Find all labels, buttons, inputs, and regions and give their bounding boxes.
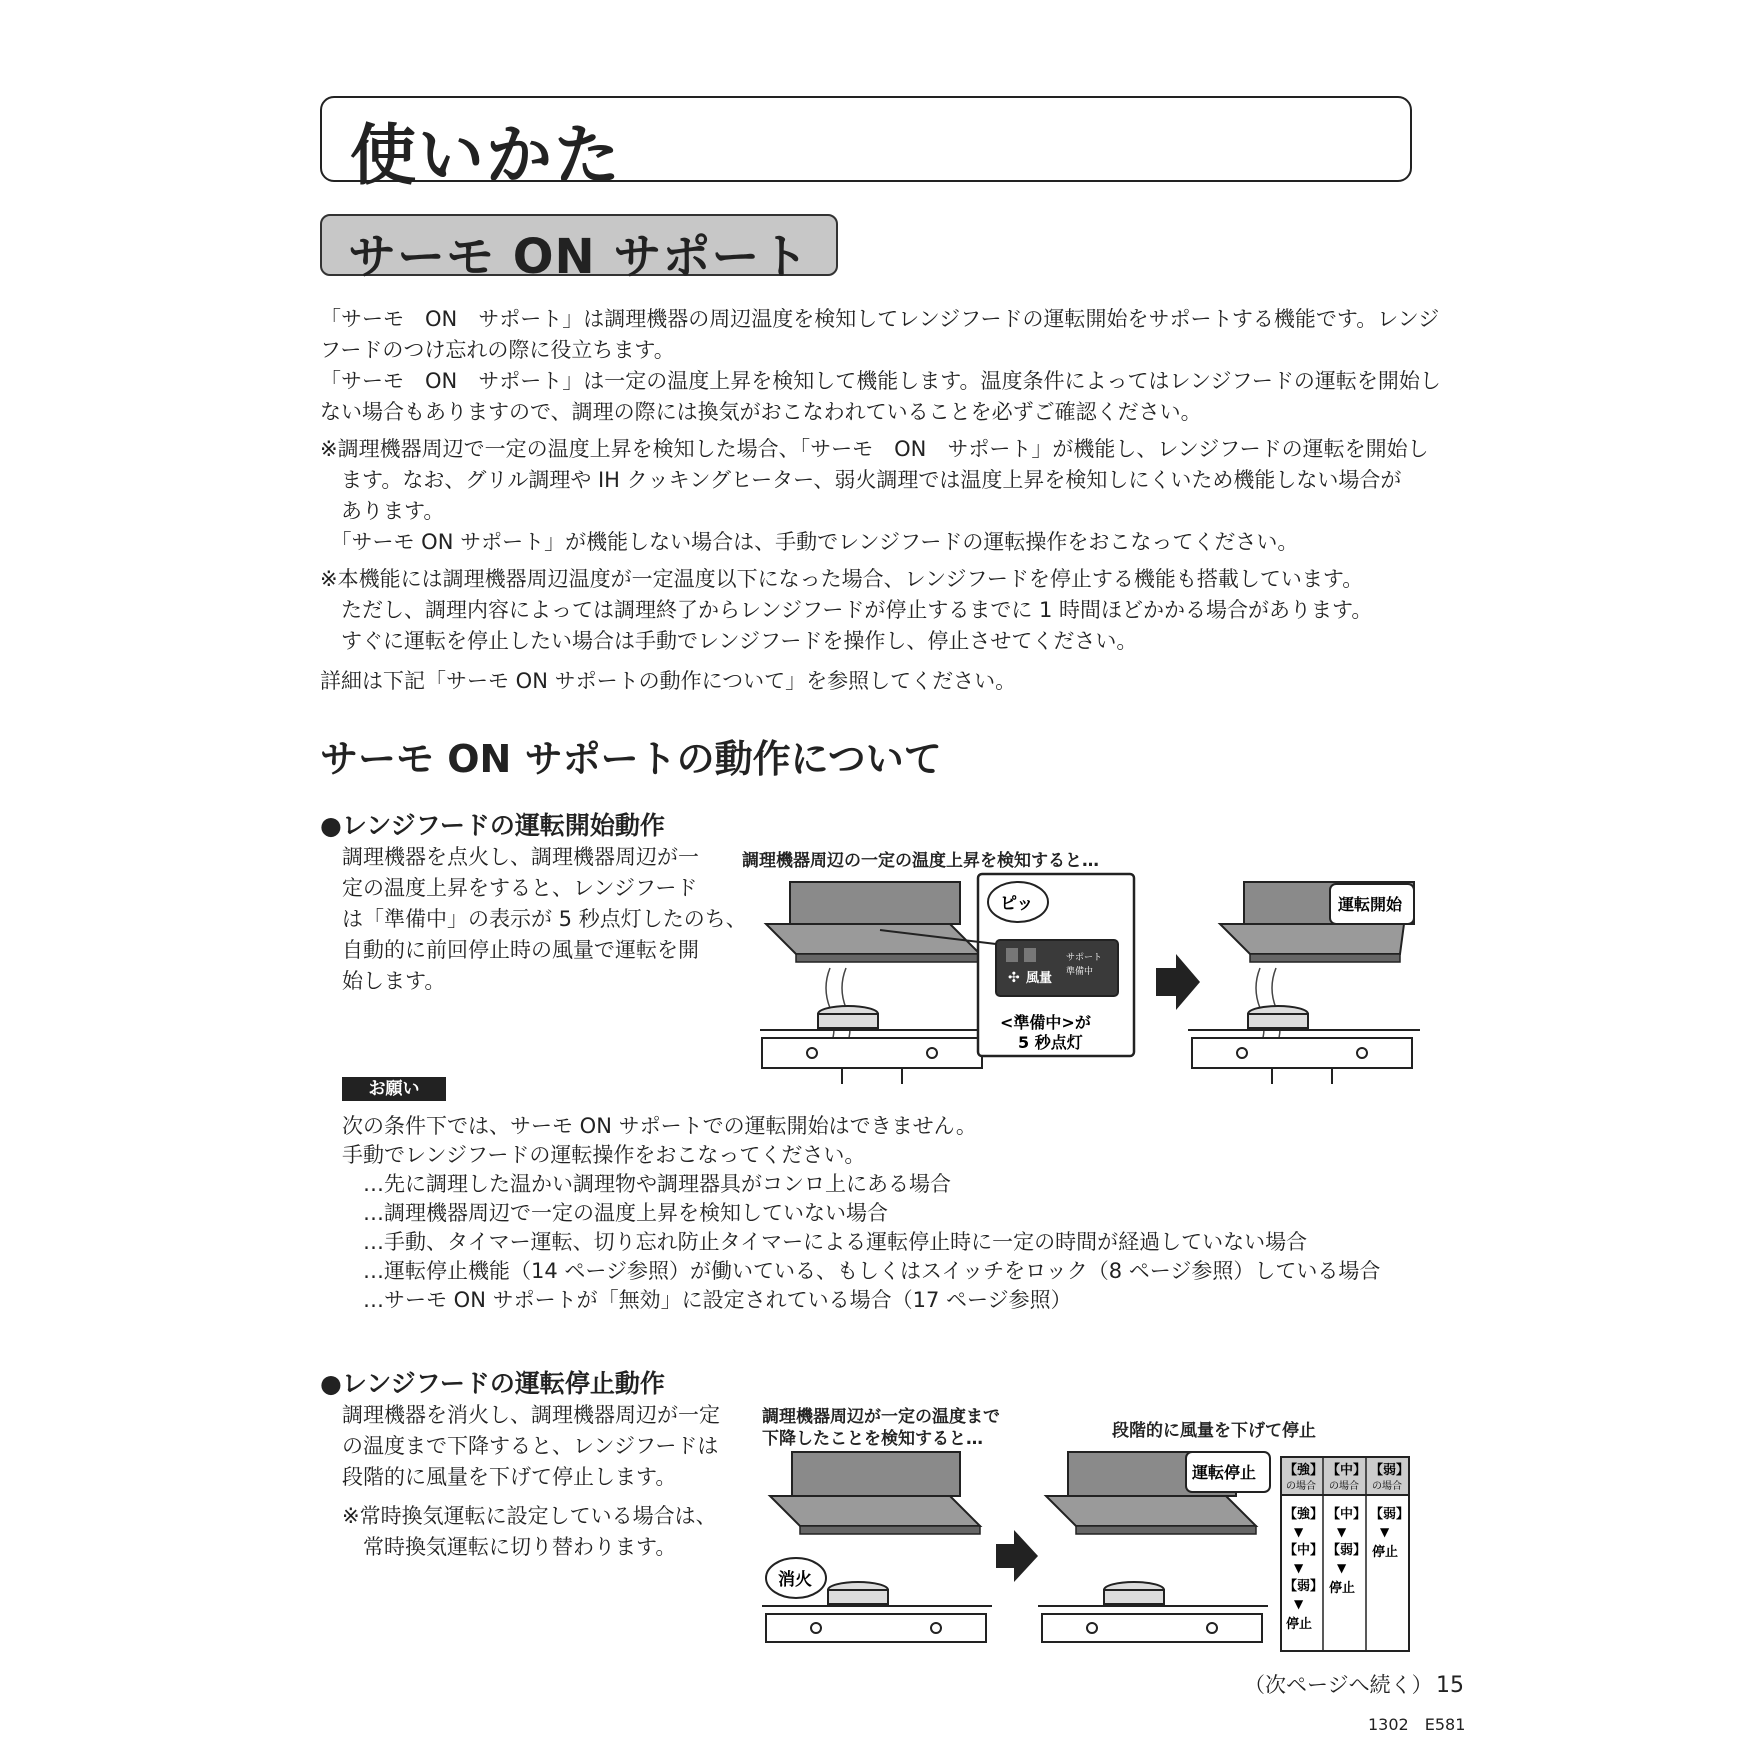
request-line: 次の条件下では、サーモ ON サポートでの運転開始はできません。 xyxy=(342,1114,977,1138)
section-heading: サーモ ON サポートの動作について xyxy=(320,737,942,781)
start-line: は「準備中」の表示が 5 秒点灯したのち、 xyxy=(342,907,747,931)
table-cell: 【中】 xyxy=(1284,1543,1324,1558)
table-cell: 【弱】 xyxy=(1284,1579,1324,1594)
page-title: 使いかた xyxy=(350,117,622,194)
note-line: ※調理機器周辺で一定の温度上昇を検知した場合、「サーモ ON サポート」が機能し、レンジフードの運転を開始し xyxy=(320,437,1429,461)
notes-text xyxy=(320,434,1429,657)
stop-caption-right: 段階的に風量を下げて停止 xyxy=(1112,1421,1316,1441)
down-arrow-icon: ▼ xyxy=(1294,1561,1304,1575)
stop-caption-left-2: 下降したことを検知すると… xyxy=(762,1429,983,1449)
request-tag: お願い xyxy=(342,1077,446,1101)
panel-preparing-label: 準備中 xyxy=(1066,967,1094,977)
page-title-box xyxy=(320,96,1412,194)
note-line: 「サーモ ON サポート」が機能しない場合は、手動でレンジフードの運転操作をおこなってください。 xyxy=(320,530,1299,554)
stop-line: の温度まで下降すると、レンジフードは xyxy=(342,1434,719,1458)
request-line: …運転停止機能（14 ページ参照）が働いている、もしくはスイッチをロック（8 ページ参照）している場合 xyxy=(342,1259,1381,1283)
start-line: 定の温度上昇をすると、レンジフード xyxy=(342,876,698,900)
table-header-sub: の場合 xyxy=(1372,1481,1402,1492)
stop-figure xyxy=(760,1448,1280,1648)
down-arrow-icon: ▼ xyxy=(1337,1561,1347,1575)
inset-caption-1: <準備中>が xyxy=(1000,1013,1091,1032)
fan-step-table xyxy=(1280,1456,1410,1652)
start-figure xyxy=(760,872,1420,1084)
started-label: 運転開始 xyxy=(1338,895,1403,914)
beep-label: ピッ xyxy=(1000,894,1034,914)
intro-line: 「サーモ ON サポート」は調理機器の周辺温度を検知してレンジフードの運転開始をサポートする機能です。レンジ xyxy=(320,307,1440,331)
down-arrow-icon: ▼ xyxy=(1380,1525,1390,1539)
intro-text xyxy=(320,304,1441,428)
stop-note-line: ※常時換気運転に設定している場合は、 xyxy=(342,1504,717,1528)
table-header: 【中】 xyxy=(1327,1463,1367,1478)
note-line: すぐに運転を停止したい場合は手動でレンジフードを操作し、停止させてください。 xyxy=(320,629,1138,653)
stop-line: 段階的に風量を下げて停止します。 xyxy=(342,1465,677,1489)
pot-illustration xyxy=(818,1006,878,1028)
intro-line: 「サーモ ON サポート」は一定の温度上昇を検知して機能します。温度条件によってはレンジフードの運転を開始し xyxy=(320,369,1441,393)
range-hood-illustration xyxy=(766,882,980,962)
start-figure-caption: 調理機器周辺の一定の温度上昇を検知すると… xyxy=(742,851,1099,871)
stop-body xyxy=(342,1400,720,1563)
table-cell: 【弱】 xyxy=(1327,1543,1367,1558)
stop-caption-left-1: 調理機器周辺が一定の温度まで xyxy=(762,1407,1000,1427)
fan-icon: ✣ xyxy=(1008,970,1020,986)
table-cell: 停止 xyxy=(1286,1617,1313,1632)
panel-fan-label: 風量 xyxy=(1026,971,1053,986)
table-cell: 【強】 xyxy=(1284,1507,1324,1522)
arrow-right-icon xyxy=(1156,954,1200,1010)
start-line: 調理機器を点火し、調理機器周辺が一 xyxy=(342,845,699,869)
table-cell: 【弱】 xyxy=(1370,1507,1410,1522)
down-arrow-icon: ▼ xyxy=(1294,1597,1304,1611)
detail-reference: 詳細は下記「サーモ ON サポートの動作について」を参照してください。 xyxy=(320,669,1017,693)
extinguish-label: 消火 xyxy=(778,1570,812,1590)
panel-support-label: サポート xyxy=(1066,953,1103,963)
start-heading: ●レンジフードの運転開始動作 xyxy=(320,811,665,840)
request-line: 手動でレンジフードの運転操作をおこなってください。 xyxy=(342,1143,866,1167)
request-line: …先に調理した温かい調理物や調理器具がコンロ上にある場合 xyxy=(342,1172,951,1196)
table-header-sub: の場合 xyxy=(1286,1481,1316,1492)
table-cell: 【中】 xyxy=(1327,1507,1367,1522)
stop-line: 調理機器を消火し、調理機器周辺が一定 xyxy=(342,1403,720,1427)
section-title: サーモ ON サポート xyxy=(348,229,810,285)
note-line: ※本機能には調理機器周辺温度が一定温度以下になった場合、レンジフードを停止する機能も搭載しています。 xyxy=(320,567,1364,591)
request-text xyxy=(342,1112,1380,1315)
document-code: 1302 E581 xyxy=(1368,1715,1466,1734)
continue-note: （次ページへ続く） xyxy=(1244,1673,1433,1697)
table-header: 【弱】 xyxy=(1370,1463,1410,1478)
note-line: ます。なお、グリル調理や IH クッキングヒーター、弱火調理では温度上昇を検知しにくいため機能しない場合が xyxy=(320,468,1402,492)
table-cell: 停止 xyxy=(1372,1545,1399,1560)
note-line: あります。 xyxy=(320,499,445,523)
table-header-sub: の場合 xyxy=(1329,1481,1359,1492)
arrow-right-icon xyxy=(996,1530,1038,1582)
inset-caption-2: 5 秒点灯 xyxy=(1018,1033,1083,1052)
down-arrow-icon: ▼ xyxy=(1294,1525,1304,1539)
cooktop-illustration xyxy=(762,1038,982,1068)
stop-heading: ●レンジフードの運転停止動作 xyxy=(320,1369,665,1398)
table-cell: 停止 xyxy=(1329,1581,1356,1596)
start-body xyxy=(342,842,747,997)
stopped-label: 運転停止 xyxy=(1192,1463,1257,1482)
page-number: 15 xyxy=(1436,1673,1464,1698)
note-line: ただし、調理内容によっては調理終了からレンジフードが停止するまでに 1 時間ほどかかる場合があります。 xyxy=(320,598,1373,622)
stop-note-line: 常時換気運転に切り替わります。 xyxy=(342,1535,677,1559)
intro-line: フードのつけ忘れの際に役立ちます。 xyxy=(320,338,675,362)
request-line: …手動、タイマー運転、切り忘れ防止タイマーによる運転停止時に一定の時間が経過していない場合 xyxy=(342,1230,1308,1254)
intro-line: ない場合もありますので、調理の際には換気がおこなわれていることを必ずご確認ください。 xyxy=(320,400,1202,424)
start-line: 始します。 xyxy=(342,969,446,993)
start-line: 自動的に前回停止時の風量で運転を開 xyxy=(342,938,699,962)
table-header: 【強】 xyxy=(1284,1463,1324,1478)
request-line: …サーモ ON サポートが「無効」に設定されている場合（17 ページ参照） xyxy=(342,1288,1072,1312)
request-line: …調理機器周辺で一定の温度上昇を検知していない場合 xyxy=(342,1201,888,1225)
down-arrow-icon: ▼ xyxy=(1337,1525,1347,1539)
section-title-box xyxy=(320,214,838,285)
